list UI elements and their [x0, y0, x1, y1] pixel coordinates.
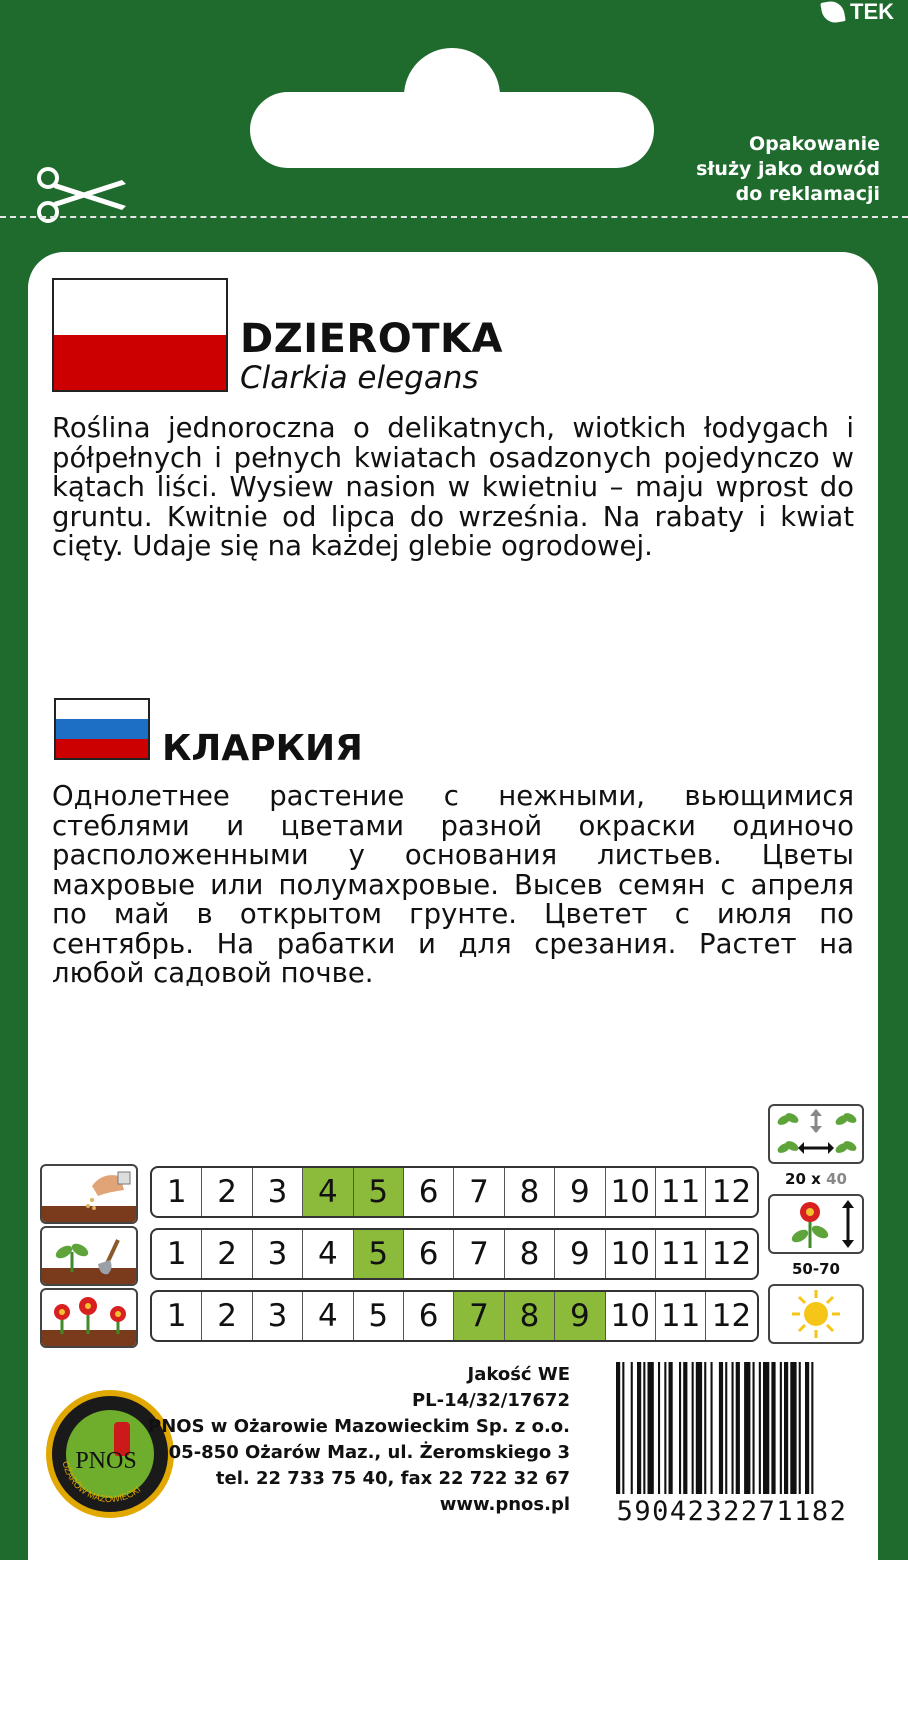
barcode-bar: [759, 1362, 761, 1494]
barcode-bar: [683, 1362, 687, 1494]
barcode-bar: [692, 1362, 694, 1494]
month-cell: 9: [555, 1168, 605, 1216]
barcode-bar: [763, 1362, 769, 1494]
flag-stripe: [56, 700, 148, 719]
flag-stripe: [54, 335, 226, 390]
month-cell: 12: [711, 1174, 752, 1210]
polish-title: DZIEROTKA: [240, 316, 503, 362]
barcode-bar: [732, 1362, 734, 1494]
spacing-b: 40: [826, 1170, 847, 1188]
scissors-icon: [34, 166, 130, 228]
russian-flag-icon: [54, 698, 150, 760]
month-cell: 3: [253, 1168, 303, 1216]
complaint-line: Opakowanie: [748, 133, 880, 155]
month-cell: 3: [253, 1292, 303, 1340]
flowering-icon: [40, 1288, 138, 1348]
height-label: 50-70: [792, 1260, 840, 1278]
month-cell: 10: [606, 1292, 656, 1340]
registration-number: PL-14/32/17672: [411, 1390, 570, 1411]
hang-hole: [250, 92, 654, 168]
brand-logo-text: TEK: [850, 0, 894, 24]
month-cell: 8: [505, 1230, 555, 1278]
barcode: [614, 1362, 866, 1494]
month-cell: 5: [354, 1168, 404, 1216]
flag-stripe: [56, 719, 148, 738]
company-logo-ring: OŻARÓW MAZOWIECKI: [60, 1460, 143, 1505]
month-cell: 10: [606, 1168, 656, 1216]
company-logo-mark: PNOS: [75, 1448, 137, 1474]
month-cell: 6: [404, 1230, 454, 1278]
barcode-bar: [719, 1362, 723, 1494]
month-cell: 3: [253, 1230, 303, 1278]
month-cell: 2: [202, 1230, 252, 1278]
barcode-bar: [799, 1362, 801, 1494]
month-cell: 11: [656, 1292, 706, 1340]
month-cell: 4: [303, 1292, 353, 1340]
month-cell: 11: [656, 1168, 706, 1216]
spacing-label: [766, 1170, 866, 1188]
russian-description: Однолетнее растение с нежными, вьющимися стеблями и цветами разной окраски одиночо расположенными у основания листьев. Цветы махровые или полумахровые. Высев семян с апреля по май в открытом грунте. Цветет с июля по сентябрь. На рабатки и для срезания. Растет на любой садовой почве.: [52, 780, 854, 989]
barcode-bar: [753, 1362, 755, 1494]
month-cell: 12: [711, 1236, 752, 1272]
planting-icon: [40, 1226, 138, 1286]
barcode-bar: [616, 1362, 620, 1494]
spacing-a: 20 x: [785, 1170, 821, 1188]
month-cell: 7: [454, 1230, 504, 1278]
barcode-bar: [790, 1362, 796, 1494]
month-cell: 10: [606, 1230, 656, 1278]
flowering-months: [150, 1290, 759, 1342]
month-cell: 8: [505, 1168, 555, 1216]
sowing-months: [150, 1166, 759, 1218]
barcode-bar: [805, 1362, 809, 1494]
quality-label: Jakość WE: [467, 1364, 570, 1385]
company-name: PNOS w Ożarowie Mazowieckim Sp. z o.o.: [148, 1416, 570, 1437]
month-cell: 7: [454, 1292, 504, 1340]
month-cell: 6: [404, 1168, 454, 1216]
barcode-bar: [643, 1362, 645, 1494]
barcode-bar: [736, 1362, 740, 1494]
barcode-bar: [631, 1362, 633, 1494]
complaint-line: do reklamacji: [735, 183, 880, 205]
month-cell: 8: [505, 1292, 555, 1340]
month-cell: 2: [202, 1292, 252, 1340]
company-phone: tel. 22 733 75 40, fax 22 722 32 67: [215, 1468, 570, 1489]
company-website[interactable]: www.pnos.pl: [439, 1494, 570, 1515]
barcode-bar: [622, 1362, 624, 1494]
barcode-bar: [744, 1362, 750, 1494]
latin-name: Clarkia elegans: [240, 360, 479, 396]
barcode-bar: [811, 1362, 813, 1494]
barcode-bar: [704, 1362, 706, 1494]
barcode-bar: [637, 1362, 641, 1494]
barcode-number: 5904232271182: [616, 1496, 848, 1527]
barcode-bar: [648, 1362, 654, 1494]
company-info: [148, 1362, 570, 1518]
barcode-bar: [696, 1362, 702, 1494]
month-cell: 1: [152, 1168, 202, 1216]
month-cell: 9: [555, 1230, 605, 1278]
month-cell: 4: [303, 1230, 353, 1278]
month-cell: 6: [404, 1292, 454, 1340]
company-address: 05-850 Ożarów Maz., ul. Żeromskiego 3: [168, 1442, 570, 1463]
brand-logo: [822, 0, 894, 24]
barcode-bar: [658, 1362, 660, 1494]
barcode-bar: [669, 1362, 673, 1494]
barcode-bar: [664, 1362, 666, 1494]
month-cell: 5: [354, 1230, 404, 1278]
barcode-bar: [725, 1362, 727, 1494]
month-cell: 9: [555, 1292, 605, 1340]
russian-title: КЛАРКИЯ: [162, 728, 363, 769]
complaint-line: służy jako dowód: [696, 158, 880, 180]
barcode-bar: [679, 1362, 681, 1494]
month-cell: 12: [711, 1298, 752, 1334]
barcode-bar: [711, 1362, 713, 1494]
plant-height-icon: [768, 1194, 864, 1254]
leaf-icon: [820, 0, 845, 25]
sun-icon: [768, 1284, 864, 1344]
polish-flag-icon: [52, 278, 228, 392]
month-cell: 11: [656, 1230, 706, 1278]
planting-months: [150, 1228, 759, 1280]
plant-spacing-icon: [768, 1104, 864, 1164]
cut-line: [0, 216, 908, 218]
month-cell: 2: [202, 1168, 252, 1216]
barcode-bar: [771, 1362, 775, 1494]
month-cell: 4: [303, 1168, 353, 1216]
flag-stripe: [54, 280, 226, 335]
month-cell: 1: [152, 1230, 202, 1278]
month-cell: 7: [454, 1168, 504, 1216]
complaint-notice: [696, 132, 880, 207]
month-cell: 1: [152, 1292, 202, 1340]
barcode-bar: [780, 1362, 782, 1494]
flag-stripe: [56, 739, 148, 758]
sowing-icon: [40, 1164, 138, 1224]
month-cell: 5: [354, 1292, 404, 1340]
polish-description: Roślina jednoroczna o delikatnych, wiotkich łodygach i półpełnych i pełnych kwiatach osadzonych pojedynczo w kątach liści. Wysiew nasion w kwietniu – maju wprost do gruntu. Kwitnie od lipca do września. Na rabaty i kwiat cięty. Udaje się na każdej glebie ogrodowej.: [52, 412, 854, 562]
barcode-bar: [784, 1362, 788, 1494]
